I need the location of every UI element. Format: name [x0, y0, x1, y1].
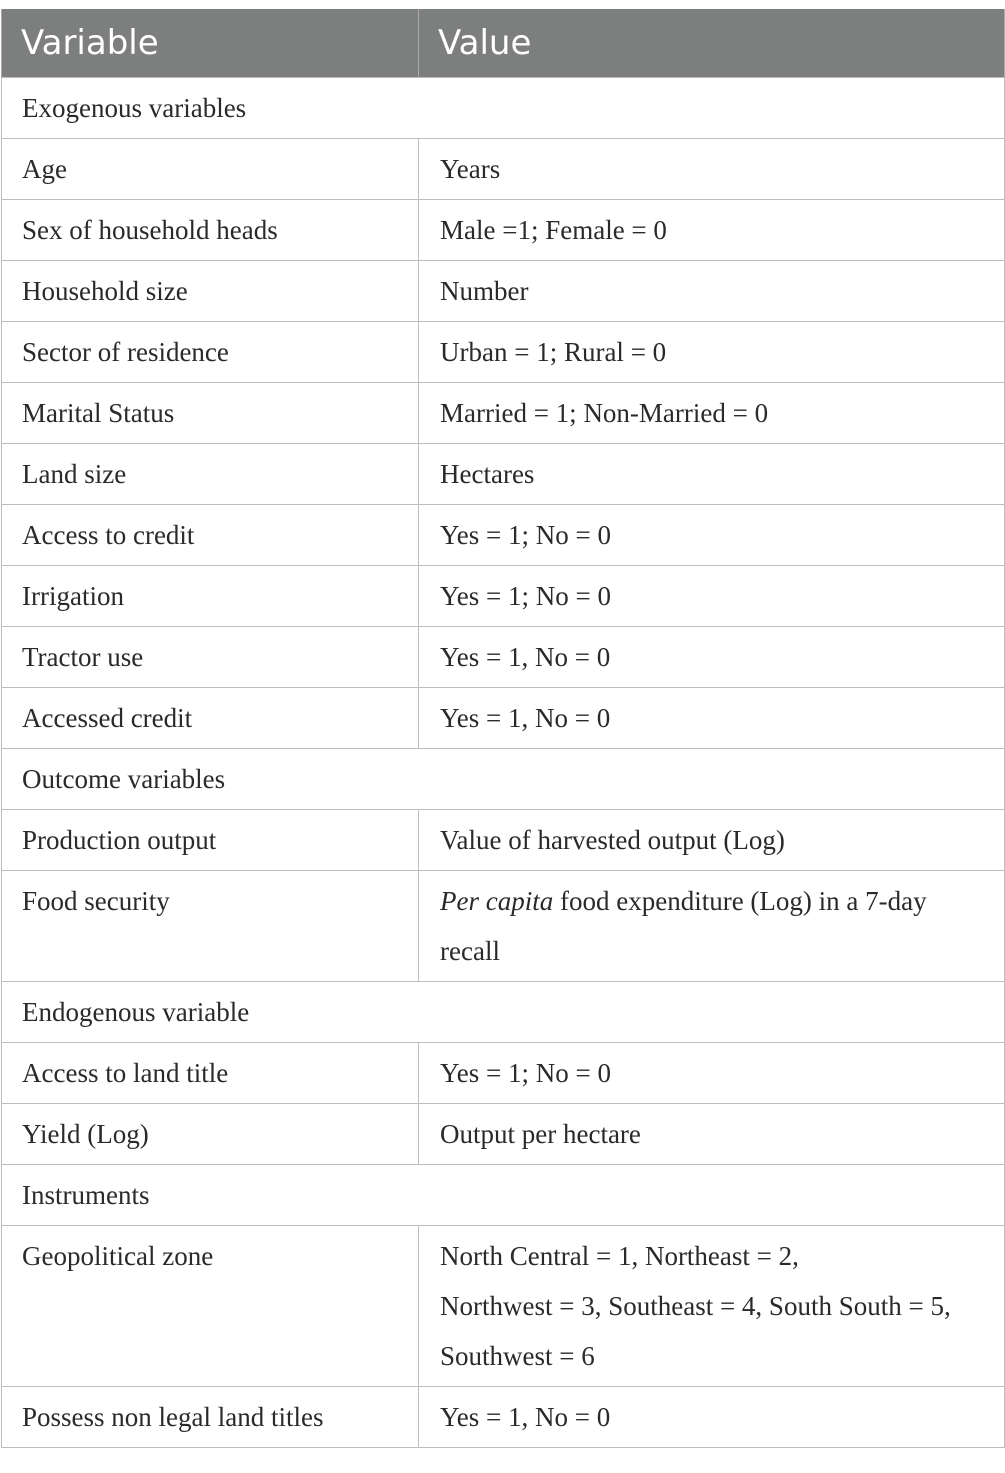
- value-cell: Married = 1; Non-Married = 0: [419, 382, 1005, 443]
- value-cell: Value of harvested output (Log): [419, 809, 1005, 870]
- header-variable: Variable: [2, 9, 419, 77]
- variable-cell: Access to land title: [2, 1042, 419, 1103]
- variable-cell: Yield (Log): [2, 1103, 419, 1164]
- variable-cell: Possess non legal land titles: [2, 1386, 419, 1447]
- value-cell: [419, 1225, 1005, 1386]
- header-row: [2, 9, 1005, 77]
- value-line: North Central = 1, Northeast = 2,: [440, 1240, 799, 1271]
- table-row: [2, 870, 1005, 981]
- variable-cell: Access to credit: [2, 504, 419, 565]
- value-cell: Yes = 1; No = 0: [419, 565, 1005, 626]
- variable-cell: Production output: [2, 809, 419, 870]
- value-cell: Hectares: [419, 443, 1005, 504]
- variable-cell: Household size: [2, 260, 419, 321]
- variable-cell: Tractor use: [2, 626, 419, 687]
- value-cell: Number: [419, 260, 1005, 321]
- table-row: [2, 687, 1005, 748]
- value-line: Northwest = 3, Southeast = 4, South South = 5,: [440, 1290, 951, 1321]
- value-line: Southwest = 6: [440, 1340, 595, 1371]
- table-row: [2, 199, 1005, 260]
- value-cell: Yes = 1, No = 0: [419, 687, 1005, 748]
- table-row: [2, 382, 1005, 443]
- value-cell: Years: [419, 138, 1005, 199]
- table-row: [2, 1225, 1005, 1386]
- table-row: [2, 138, 1005, 199]
- value-cell: [419, 870, 1005, 981]
- value-cell: Male =1; Female = 0: [419, 199, 1005, 260]
- variable-cell: Sex of household heads: [2, 199, 419, 260]
- section-row: [2, 77, 1005, 138]
- variable-cell: Geopolitical zone: [2, 1225, 419, 1386]
- variable-cell: Accessed credit: [2, 687, 419, 748]
- variables-table-container: [1, 9, 1004, 1448]
- value-italic-text: Per capita: [440, 885, 554, 916]
- variable-cell: Irrigation: [2, 565, 419, 626]
- value-text: food expenditure (Log) in a 7-day recall: [440, 885, 927, 966]
- value-cell: Output per hectare: [419, 1103, 1005, 1164]
- variable-cell: Age: [2, 138, 419, 199]
- section-label: Outcome variables: [2, 748, 1005, 809]
- table-row: [2, 565, 1005, 626]
- value-cell: Yes = 1; No = 0: [419, 1042, 1005, 1103]
- section-label: Endogenous variable: [2, 981, 1005, 1042]
- section-label: Exogenous variables: [2, 77, 1005, 138]
- value-cell: Yes = 1, No = 0: [419, 1386, 1005, 1447]
- section-label: Instruments: [2, 1164, 1005, 1225]
- table-row: [2, 443, 1005, 504]
- value-cell: Urban = 1; Rural = 0: [419, 321, 1005, 382]
- table-row: [2, 504, 1005, 565]
- section-row: [2, 1164, 1005, 1225]
- value-cell: Yes = 1, No = 0: [419, 626, 1005, 687]
- table-row: [2, 1042, 1005, 1103]
- section-row: [2, 981, 1005, 1042]
- variables-table: [1, 9, 1005, 1448]
- table-row: [2, 321, 1005, 382]
- table-row: [2, 626, 1005, 687]
- variable-cell: Food security: [2, 870, 419, 981]
- header-value: Value: [419, 9, 1005, 77]
- table-row: [2, 1103, 1005, 1164]
- variable-cell: Sector of residence: [2, 321, 419, 382]
- variable-cell: Marital Status: [2, 382, 419, 443]
- section-row: [2, 748, 1005, 809]
- variable-cell: Land size: [2, 443, 419, 504]
- table-row: [2, 260, 1005, 321]
- table-row: [2, 1386, 1005, 1447]
- table-row: [2, 809, 1005, 870]
- value-cell: Yes = 1; No = 0: [419, 504, 1005, 565]
